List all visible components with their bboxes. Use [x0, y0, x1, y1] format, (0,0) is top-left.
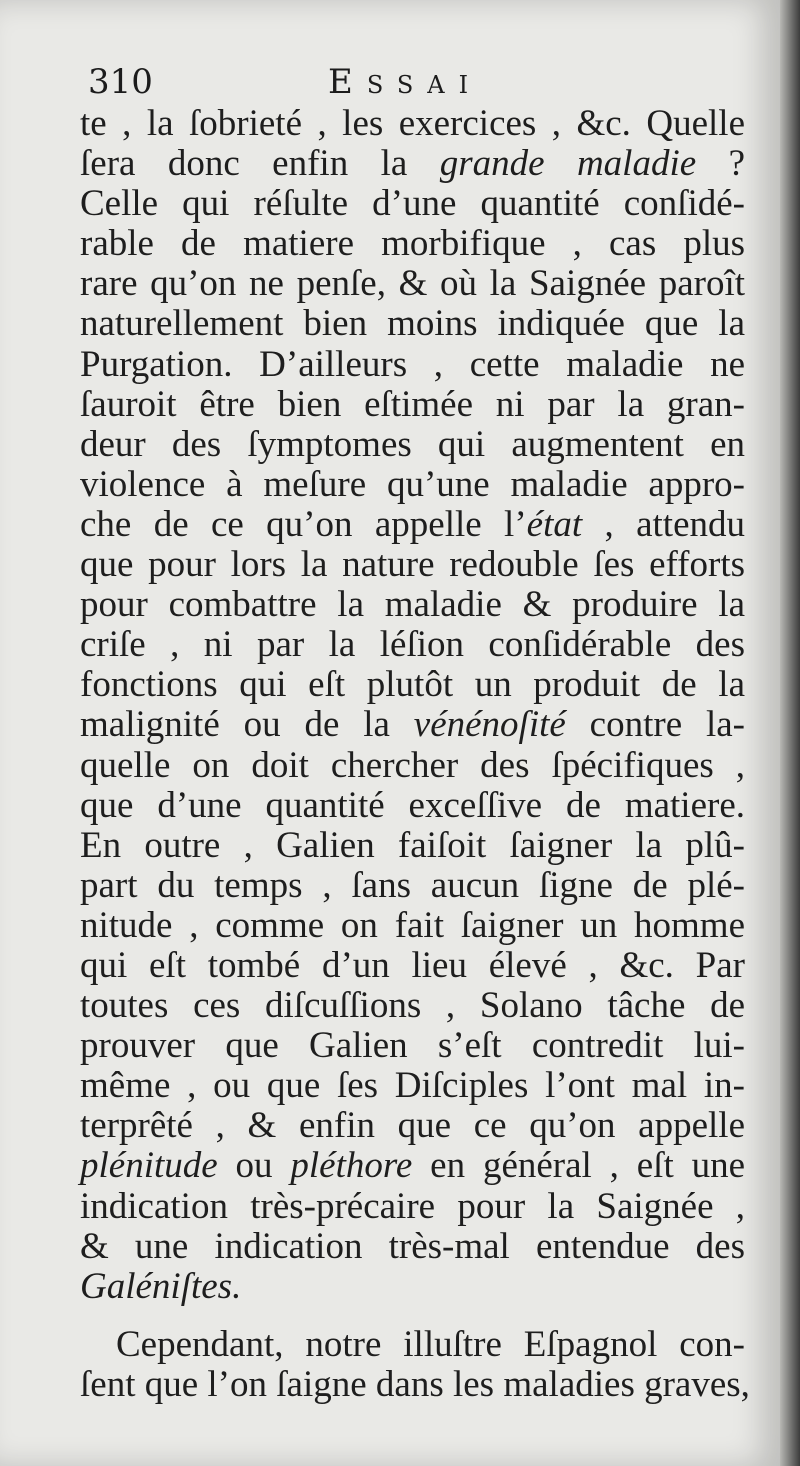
text-segment: part du temps , ſans aucun ſigne de plé- — [80, 864, 745, 906]
text-segment: ? — [696, 143, 745, 185]
running-head: Essai — [328, 62, 483, 102]
text-line — [80, 104, 745, 144]
text-segment: Cependant, notre illuſtre Eſpagnol con- — [116, 1323, 745, 1365]
text-line — [80, 585, 745, 625]
text-segment: deur des ſymptomes qui augmentent en — [80, 423, 745, 465]
text-segment: pour combattre la maladie & produire la — [80, 584, 745, 626]
italic-text-segment: plénitude — [80, 1145, 218, 1187]
text-segment: terprêté , & enfin que ce qu’on appelle — [80, 1105, 745, 1147]
text-segment: qui eſt tombé d’un lieu élevé , &c. Par — [80, 944, 745, 986]
text-line — [80, 144, 745, 184]
text-line — [80, 304, 745, 344]
text-segment: malignité ou de la — [80, 704, 414, 746]
text-segment: violence à meſure qu’une maladie appro- — [80, 463, 745, 505]
text-segment: contre la- — [565, 704, 745, 746]
text-line — [80, 1146, 745, 1186]
text-line — [80, 345, 745, 385]
page-header — [88, 62, 748, 106]
text-line — [80, 746, 745, 786]
text-line — [80, 1363, 750, 1405]
text-line — [80, 906, 745, 946]
text-line — [80, 866, 745, 906]
italic-text-segment: vénénoſité — [413, 704, 566, 746]
text-segment: prouver que Galien s’eſt contredit lui- — [80, 1025, 745, 1067]
text-segment: rare qu’on ne penſe, & où la Saignée paroît — [80, 263, 745, 305]
text-segment: toutes ces diſcuſſions , Solano tâche de — [80, 985, 745, 1027]
italic-text-segment: pléthore — [290, 1145, 413, 1187]
text-line — [80, 1187, 745, 1227]
text-line — [80, 826, 745, 866]
text-line — [80, 1325, 745, 1365]
text-line — [80, 1026, 745, 1066]
text-line — [80, 946, 745, 986]
text-segment: rable de matiere morbifique , cas plus — [80, 223, 745, 265]
text-segment: que pour lors la nature redouble ſes efforts — [80, 544, 745, 586]
text-segment: quelle on doit chercher des ſpécifiques , — [80, 744, 745, 786]
text-segment: Purgation. D’ailleurs , cette maladie ne — [80, 343, 745, 385]
text-segment: fonctions qui eſt plutôt un produit de la — [80, 664, 745, 706]
text-line — [80, 1066, 745, 1106]
text-segment: ſera donc enfin la — [80, 143, 440, 185]
text-segment: nitude , comme on fait ſaigner un homme — [80, 904, 745, 946]
text-line — [80, 1267, 745, 1307]
text-segment: ſauroit être bien eſtimée ni par la gran- — [80, 383, 745, 425]
text-line — [80, 224, 745, 264]
text-segment: , attendu — [582, 503, 745, 545]
text-line — [80, 786, 745, 826]
text-line — [80, 705, 745, 745]
page-edge-shadow — [780, 0, 800, 1466]
text-segment: che de ce qu’on appelle l’ — [80, 503, 527, 545]
italic-text-segment: Galéniſtes. — [80, 1265, 242, 1307]
text-segment: Celle qui réſulte d’une quantité conſidé- — [80, 183, 745, 225]
text-segment: ſent que l’on ſaigne dans les maladies graves, — [80, 1363, 750, 1405]
text-line — [80, 385, 745, 425]
text-segment: indication très-précaire pour la Saignée , — [80, 1185, 745, 1227]
text-line — [80, 1227, 745, 1267]
text-line — [80, 986, 745, 1026]
text-line — [80, 665, 745, 705]
text-line — [80, 505, 745, 545]
text-line — [80, 264, 745, 304]
italic-text-segment: grande maladie — [439, 143, 697, 185]
text-segment: & une indication très-mal entendue des — [80, 1225, 745, 1267]
text-line — [80, 625, 745, 665]
text-segment: En outre , Galien faiſoit ſaigner la plû- — [80, 824, 745, 866]
text-line — [80, 465, 745, 505]
text-segment: en général , eſt une — [412, 1145, 746, 1187]
text-segment: même , ou que ſes Diſciples l’ont mal in- — [80, 1065, 745, 1107]
text-line — [80, 545, 745, 585]
text-line — [80, 184, 745, 224]
text-segment: que d’une quantité exceſſive de matiere. — [80, 784, 745, 826]
text-segment: te , la ſobrieté , les exercices , &c. Quelle — [80, 103, 745, 144]
body-text — [80, 103, 750, 1405]
text-segment: criſe , ni par la léſion conſidérable des — [80, 624, 745, 666]
text-segment: ou — [217, 1145, 291, 1187]
text-line — [80, 425, 745, 465]
italic-text-segment: état — [526, 503, 583, 545]
text-segment: naturellement bien moins indiquée que la — [80, 303, 745, 345]
text-line — [80, 1106, 745, 1146]
page-number: 310 — [88, 62, 153, 102]
